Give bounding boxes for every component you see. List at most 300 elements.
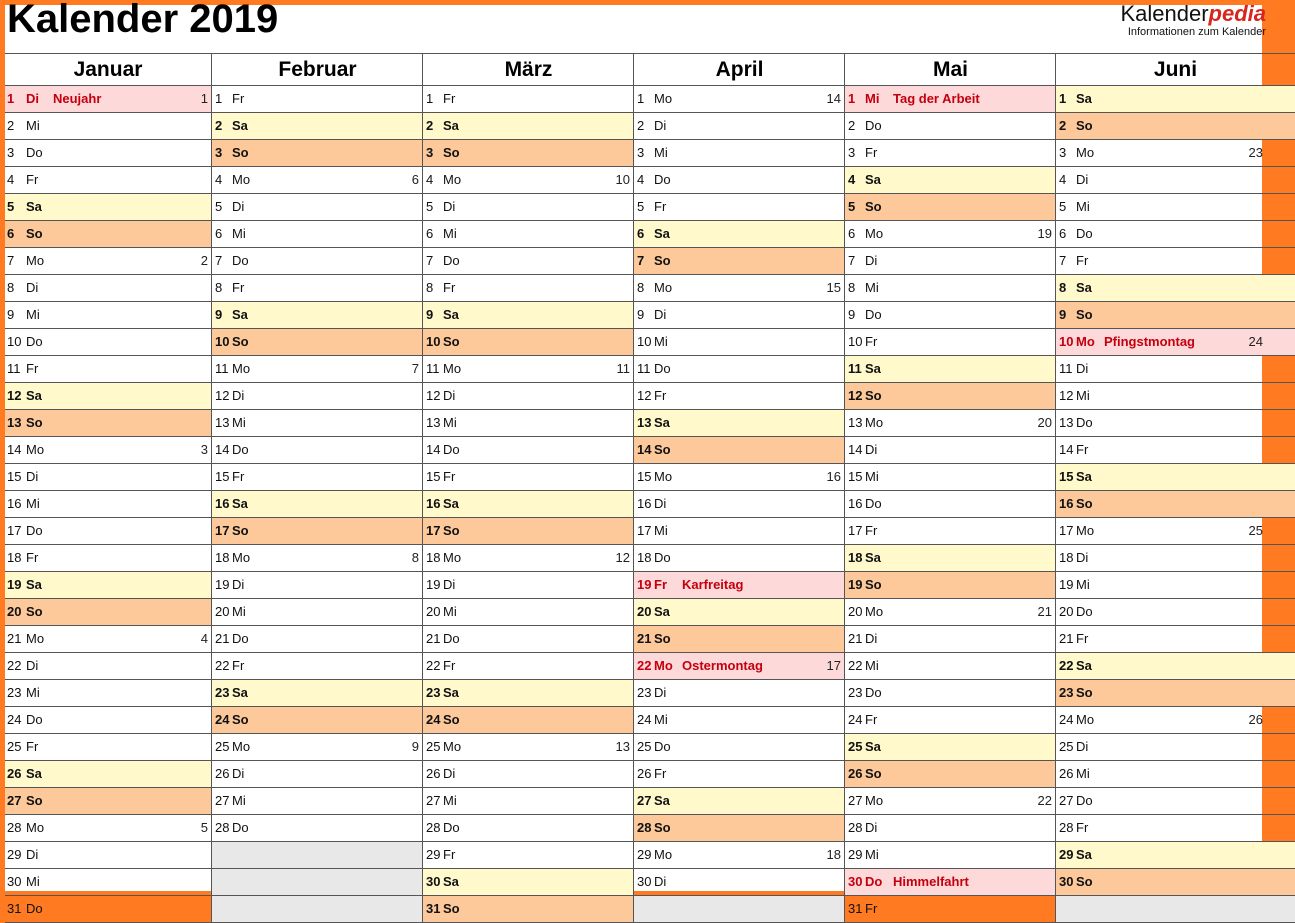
week-number: 13 [615, 739, 630, 754]
brand-name-accent: pedia [1208, 1, 1266, 26]
weekday: Di [443, 577, 456, 592]
day-number: 8 [426, 280, 434, 295]
day-number: 7 [848, 253, 856, 268]
day-cell [422, 518, 633, 545]
day-number: 8 [848, 280, 856, 295]
week-number: 5 [200, 820, 208, 835]
day-cell [211, 248, 422, 275]
day-number: 20 [637, 604, 652, 619]
weekday: Mo [26, 253, 45, 268]
month-name: Februar [278, 58, 357, 81]
weekday: Fr [443, 91, 456, 106]
day-number: 10 [215, 334, 230, 349]
day-number: 11 [215, 361, 229, 376]
day-number: 11 [7, 361, 21, 376]
weekday: So [26, 793, 43, 808]
holiday-name: Neujahr [53, 91, 102, 106]
day-number: 5 [426, 199, 434, 214]
day-cell [422, 707, 633, 734]
day-cell [422, 788, 633, 815]
day-number: 16 [215, 496, 230, 511]
day-cell [211, 545, 422, 572]
day-number: 8 [215, 280, 223, 295]
day-number: 30 [637, 874, 652, 889]
day-number: 21 [215, 631, 230, 646]
weekday: Fr [1076, 253, 1089, 268]
day-number: 28 [637, 820, 652, 835]
day-number: 15 [426, 469, 441, 484]
day-cell [5, 842, 211, 869]
weekday: Sa [1076, 847, 1092, 862]
day-number: 2 [848, 118, 856, 133]
weekday: Do [26, 523, 43, 538]
weekday: Di [654, 874, 667, 889]
weekday: Fr [232, 658, 245, 673]
day-number: 4 [848, 172, 856, 187]
day-cell [211, 356, 422, 383]
day-cell [211, 815, 422, 842]
day-number: 30 [848, 874, 863, 889]
day-cell [422, 626, 633, 653]
weekday: So [26, 226, 43, 241]
weekday: Di [654, 685, 667, 700]
weekday: Di [865, 253, 878, 268]
day-cell [1055, 518, 1295, 545]
day-cell [422, 761, 633, 788]
day-cell [844, 383, 1055, 410]
day-number: 26 [426, 766, 441, 781]
day-cell [5, 761, 211, 788]
day-number: 23 [848, 685, 863, 700]
day-cell [844, 248, 1055, 275]
day-cell [1055, 788, 1295, 815]
weekday: Mi [865, 469, 879, 484]
weekday: Fr [232, 91, 245, 106]
month-name: März [504, 58, 553, 81]
day-cell [633, 113, 844, 140]
day-cell [844, 464, 1055, 491]
week-number: 16 [826, 469, 841, 484]
day-cell [422, 464, 633, 491]
weekday: Sa [26, 766, 42, 781]
day-cell [633, 761, 844, 788]
day-cell [5, 734, 211, 761]
weekday: Mi [26, 874, 40, 889]
weekday: So [26, 604, 43, 619]
day-number: 5 [7, 199, 15, 214]
day-cell [633, 275, 844, 302]
weekday: Do [232, 442, 249, 457]
day-number: 21 [426, 631, 441, 646]
weekday: Sa [654, 604, 670, 619]
week-number: 26 [1248, 712, 1263, 727]
weekday: Sa [26, 577, 42, 592]
weekday: Sa [26, 199, 42, 214]
weekday: Mi [654, 523, 668, 538]
weekday: Mo [1076, 334, 1095, 349]
weekday: Fr [26, 739, 39, 754]
day-cell [844, 113, 1055, 140]
day-cell [844, 599, 1055, 626]
weekday: So [443, 334, 460, 349]
day-cell [633, 518, 844, 545]
weekday: Di [232, 766, 245, 781]
weekday: Fr [232, 280, 245, 295]
weekday: Sa [1076, 91, 1092, 106]
day-cell [844, 86, 1055, 113]
day-cell [633, 788, 844, 815]
day-number: 14 [848, 442, 863, 457]
day-number: 19 [215, 577, 230, 592]
day-number: 5 [215, 199, 223, 214]
day-cell [211, 734, 422, 761]
day-number: 24 [1059, 712, 1074, 727]
weekday: Di [26, 847, 39, 862]
day-number: 17 [215, 523, 230, 538]
day-number: 28 [1059, 820, 1074, 835]
weekday: So [1076, 307, 1093, 322]
weekday: Do [865, 874, 883, 889]
weekday: Do [865, 118, 882, 133]
weekday: Fr [26, 361, 39, 376]
day-number: 25 [1059, 739, 1074, 754]
day-number: 6 [848, 226, 856, 241]
weekday: Mo [654, 469, 673, 484]
weekday: Mi [232, 415, 246, 430]
day-number: 10 [426, 334, 441, 349]
week-number: 21 [1037, 604, 1052, 619]
day-number: 7 [426, 253, 434, 268]
day-cell [633, 707, 844, 734]
day-cell [5, 302, 211, 329]
week-number: 19 [1037, 226, 1052, 241]
holiday-name: Ostermontag [682, 658, 763, 673]
weekday: Fr [865, 712, 878, 727]
day-cell [211, 572, 422, 599]
day-number: 30 [7, 874, 22, 889]
day-cell [633, 815, 844, 842]
week-number: 25 [1248, 523, 1263, 538]
day-number: 31 [426, 901, 441, 916]
weekday: So [26, 415, 43, 430]
weekday: Di [865, 442, 878, 457]
weekday: Fr [865, 334, 878, 349]
day-number: 21 [7, 631, 22, 646]
weekday: Di [232, 577, 245, 592]
day-cell [422, 329, 633, 356]
day-number: 6 [7, 226, 15, 241]
day-number: 22 [1059, 658, 1074, 673]
weekday: Do [232, 631, 249, 646]
weekday: Do [26, 334, 43, 349]
weekday: Sa [232, 496, 248, 511]
weekday: Di [1076, 739, 1089, 754]
day-number: 26 [637, 766, 652, 781]
day-number: 9 [637, 307, 645, 322]
day-number: 29 [426, 847, 441, 862]
weekday: Do [1076, 604, 1093, 619]
weekday: Do [865, 496, 882, 511]
day-number: 22 [426, 658, 441, 673]
day-cell [5, 707, 211, 734]
day-cell [211, 599, 422, 626]
day-number: 25 [637, 739, 652, 754]
day-number: 9 [215, 307, 223, 322]
day-number: 18 [637, 550, 652, 565]
day-cell [211, 329, 422, 356]
day-cell [5, 140, 211, 167]
day-cell [422, 383, 633, 410]
weekday: Di [654, 496, 667, 511]
day-cell [633, 356, 844, 383]
day-cell [1055, 302, 1295, 329]
day-cell [5, 194, 211, 221]
day-cell [844, 815, 1055, 842]
weekday: Mi [865, 847, 879, 862]
day-cell [211, 653, 422, 680]
weekday: Di [26, 658, 39, 673]
day-cell [422, 734, 633, 761]
day-cell [844, 788, 1055, 815]
day-cell [633, 248, 844, 275]
day-number: 20 [426, 604, 441, 619]
weekday: Do [443, 820, 460, 835]
weekday: Mo [865, 793, 884, 808]
day-cell [422, 599, 633, 626]
day-number: 2 [7, 118, 15, 133]
day-number: 23 [7, 685, 22, 700]
day-cell [1055, 572, 1295, 599]
weekday: Sa [443, 874, 459, 889]
weekday: Mi [26, 307, 40, 322]
day-number: 4 [637, 172, 645, 187]
day-number: 19 [7, 577, 22, 592]
weekday: Fr [654, 766, 667, 781]
day-number: 3 [215, 145, 223, 160]
day-number: 8 [1059, 280, 1067, 295]
day-number: 27 [637, 793, 652, 808]
day-cell [844, 140, 1055, 167]
weekday: Fr [443, 658, 456, 673]
holiday-name: Himmelfahrt [893, 874, 969, 889]
weekday: Fr [654, 388, 667, 403]
day-cell [422, 869, 633, 896]
day-cell [422, 356, 633, 383]
day-cell [844, 437, 1055, 464]
weekday: Mo [865, 604, 884, 619]
weekday: Di [1076, 172, 1089, 187]
weekday: Sa [232, 307, 248, 322]
weekday: Mo [232, 172, 251, 187]
brand-tagline: Informationen zum Kalender [1127, 26, 1266, 38]
day-number: 3 [7, 145, 15, 160]
day-cell [5, 329, 211, 356]
day-cell [422, 653, 633, 680]
weekday: Mo [443, 739, 462, 754]
day-number: 24 [848, 712, 863, 727]
day-number: 14 [215, 442, 230, 457]
month-name: Juni [1153, 58, 1198, 81]
weekday: Mo [443, 361, 462, 376]
day-number: 6 [637, 226, 645, 241]
weekday: Sa [443, 496, 459, 511]
weekday: Do [654, 739, 671, 754]
day-number: 13 [848, 415, 863, 430]
weekday: Di [232, 388, 245, 403]
day-cell [1055, 275, 1295, 302]
day-number: 19 [637, 577, 652, 592]
day-cell [5, 356, 211, 383]
weekday: Di [443, 199, 456, 214]
day-cell [1055, 221, 1295, 248]
weekday: Fr [865, 901, 878, 916]
month-header [844, 53, 1055, 86]
day-cell [844, 518, 1055, 545]
day-number: 26 [1059, 766, 1074, 781]
week-number: 11 [616, 361, 630, 376]
weekday: So [443, 523, 460, 538]
day-cell [633, 464, 844, 491]
day-number: 12 [1059, 388, 1074, 403]
day-cell [211, 86, 422, 113]
weekday: Di [654, 307, 667, 322]
week-number: 17 [826, 658, 841, 673]
weekday: Mi [443, 604, 457, 619]
month-header [1055, 53, 1295, 86]
weekday: Fr [865, 523, 878, 538]
brand-name-plain: Kalender [1120, 1, 1209, 26]
day-number: 10 [848, 334, 863, 349]
day-number: 1 [1059, 91, 1067, 106]
day-cell [422, 248, 633, 275]
day-number: 27 [7, 793, 22, 808]
day-cell [633, 869, 844, 896]
day-cell [5, 572, 211, 599]
day-number: 18 [1059, 550, 1074, 565]
weekday: Fr [654, 577, 667, 592]
day-cell [633, 329, 844, 356]
weekday: Do [232, 253, 249, 268]
day-cell [633, 626, 844, 653]
page-title: Kalender 2019 [7, 0, 279, 41]
weekday: Mo [26, 820, 45, 835]
weekday: Mi [443, 415, 457, 430]
day-cell [1055, 113, 1295, 140]
day-number: 11 [1059, 361, 1073, 376]
day-number: 1 [7, 91, 15, 106]
empty-day-cell [211, 869, 422, 896]
day-number: 3 [426, 145, 434, 160]
day-number: 17 [1059, 523, 1074, 538]
day-cell [844, 626, 1055, 653]
day-cell [211, 788, 422, 815]
day-cell [633, 734, 844, 761]
weekday: Mo [654, 280, 673, 295]
day-cell [633, 437, 844, 464]
month-name: April [715, 58, 764, 81]
day-cell [633, 221, 844, 248]
day-number: 3 [1059, 145, 1067, 160]
day-cell [844, 194, 1055, 221]
day-cell [5, 653, 211, 680]
day-cell [844, 896, 1055, 923]
holiday-name: Karfreitag [682, 577, 744, 592]
weekday: Di [865, 631, 878, 646]
day-cell [1055, 815, 1295, 842]
weekday: Sa [443, 307, 459, 322]
weekday: Sa [865, 172, 881, 187]
day-number: 7 [1059, 253, 1067, 268]
weekday: Di [1076, 550, 1089, 565]
day-number: 27 [1059, 793, 1074, 808]
day-cell [1055, 410, 1295, 437]
day-number: 11 [637, 361, 651, 376]
weekday: Sa [232, 118, 248, 133]
day-number: 17 [848, 523, 863, 538]
weekday: Di [443, 766, 456, 781]
day-cell [211, 410, 422, 437]
month-header [422, 53, 633, 86]
weekday: Di [1076, 361, 1089, 376]
day-cell [5, 815, 211, 842]
day-cell [422, 491, 633, 518]
day-number: 14 [7, 442, 22, 457]
day-cell [1055, 167, 1295, 194]
weekday: Mi [443, 793, 457, 808]
day-number: 25 [7, 739, 22, 754]
day-number: 15 [7, 469, 22, 484]
weekday: So [654, 442, 671, 457]
day-number: 6 [215, 226, 223, 241]
weekday: Do [26, 712, 43, 727]
weekday: Mi [654, 712, 668, 727]
day-cell [422, 815, 633, 842]
day-cell [1055, 680, 1295, 707]
day-cell [1055, 599, 1295, 626]
weekday: So [865, 199, 882, 214]
day-cell [5, 680, 211, 707]
week-number: 3 [200, 442, 208, 457]
weekday: Mi [1076, 199, 1090, 214]
day-cell [5, 437, 211, 464]
weekday: Mo [443, 550, 462, 565]
weekday: Do [26, 145, 43, 160]
day-cell [844, 680, 1055, 707]
day-number: 9 [426, 307, 434, 322]
weekday: So [443, 712, 460, 727]
day-cell [5, 464, 211, 491]
day-number: 28 [426, 820, 441, 835]
weekday: Do [865, 685, 882, 700]
day-cell [422, 842, 633, 869]
day-number: 2 [215, 118, 223, 133]
day-number: 5 [1059, 199, 1067, 214]
day-number: 3 [637, 145, 645, 160]
weekday: Sa [654, 226, 670, 241]
day-number: 18 [426, 550, 441, 565]
day-cell [422, 680, 633, 707]
day-number: 23 [426, 685, 441, 700]
weekday: Di [654, 118, 667, 133]
day-number: 16 [1059, 496, 1074, 511]
day-number: 12 [215, 388, 230, 403]
weekday: Fr [1076, 631, 1089, 646]
weekday: Mi [232, 226, 246, 241]
weekday: Fr [443, 280, 456, 295]
day-number: 21 [1059, 631, 1074, 646]
day-cell [1055, 329, 1295, 356]
weekday: So [654, 820, 671, 835]
